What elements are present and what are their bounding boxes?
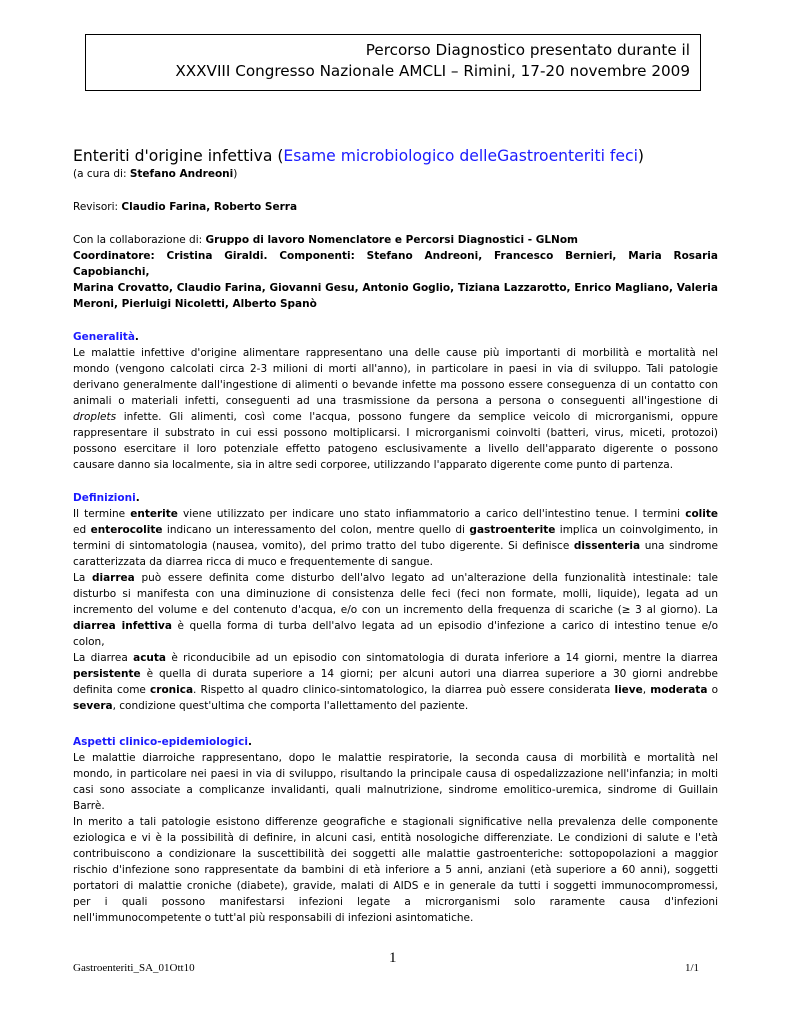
title-subtitle: Esame microbiologico delleGastroenteriti feci [283, 147, 638, 165]
collab-group: Gruppo di lavoro Nomenclatore e Percorsi Diagnostici - GLNom [205, 234, 578, 246]
aspetti-line-2: mondo, in particolare nei paesi in via di sviluppo, risultando la principale causa di ospedalizzazione nell'infanzia; in molti [73, 768, 718, 780]
generalita-line-5 [73, 409, 718, 425]
definizioni-line-7: incremento del volume e del contenuto d'acqua, e/o con un incremento della frequenza di scariche (≥ 3 al giorno). La [73, 604, 718, 616]
generalita-line-2: mondo (vengono calcolati circa 2-3 milioni di morti all'anno), in particolare in paesi in via di sviluppo. Tali patologie [73, 363, 718, 375]
droplets-term: droplets [73, 411, 117, 423]
term-diarrea: diarrea [91, 572, 135, 584]
term-persistente: persistente [73, 668, 141, 680]
reviewers-prefix: Revisori: [73, 201, 122, 213]
term-severa: severa [73, 700, 113, 712]
aspetti-line-9: portatori di malattie croniche (diabete), gravide, malati di AIDS e in generale da tutti i soggetti immunocompromessi, [73, 880, 718, 892]
title-close: ) [637, 147, 644, 165]
reviewers-line [73, 199, 718, 215]
reviewers-names: Claudio Farina, Roberto Serra [121, 201, 298, 213]
definizioni-line-11 [73, 666, 718, 682]
section-generalita [73, 329, 718, 473]
collab-line-0 [73, 232, 718, 248]
generalita-line-1: Le malattie infettive d'origine alimentare rappresentano una delle cause più importanti di morbilità e mortalità nel [73, 347, 718, 359]
generalita-line-5-rest: infette. Gli alimenti, così come l'acqua, possono fungere da semplice veicolo di microrganismi, oppure [116, 411, 718, 423]
collab-line-3: Meroni, Pierluigi Nicoletti, Alberto Spanò [73, 298, 317, 310]
curator-name: Stefano Andreoni [129, 168, 234, 180]
term-gastroenterite: gastroenterite [469, 524, 556, 536]
term-cronica: cronica [150, 684, 194, 696]
collab-prefix: Con la collaborazione di: [73, 234, 206, 246]
generalita-line-6: rappresentare il substrato in cui essi possono moltiplicarsi. I microrganismi coinvolti (batteri, virus, miceti, protozoi) [73, 427, 718, 439]
aspetti-heading [73, 734, 718, 750]
definizioni-heading [73, 490, 718, 506]
definizioni-line-9: colon, [73, 636, 105, 648]
definizioni-line-12 [73, 682, 718, 698]
def-l11b: è quella di durata superiore a 14 giorni; per alcuni autori una diarrea superiore a 30 giorni andrebbe [140, 668, 718, 680]
generalita-heading-dot: . [134, 331, 139, 343]
definizioni-line-4: caratterizzata da diarrea ricca di muco e frequentemente di sangue. [73, 556, 433, 568]
definizioni-line-1 [73, 506, 718, 522]
collab-line-1: Coordinatore: Cristina Giraldi. Componenti: Stefano Andreoni, Francesco Bernieri, Maria Rosaria Capobianchi, [73, 250, 718, 278]
curator-suffix: ) [233, 168, 238, 180]
def-l12c: . Rispetto al quadro clinico-sintomatologico, la diarrea può essere considerata [193, 684, 615, 696]
term-enterite: enterite [130, 508, 178, 520]
section-aspetti [73, 734, 718, 926]
def-l10a: La diarrea [73, 652, 134, 664]
footer-filename: Gastroenteriti_SA_01Ott10 [73, 962, 195, 974]
def-l3c: una sindrome [640, 540, 718, 552]
aspetti-heading-dot: . [247, 736, 252, 748]
header-box [85, 34, 701, 91]
def-l2a: ed [73, 524, 91, 536]
collab-line-2: Marina Crovatto, Claudio Farina, Giovanni Gesu, Antonio Goglio, Tiziana Lazzarotto, Enrico Magliano, Valeria [73, 282, 718, 294]
def-l5a: La [73, 572, 92, 584]
curator-line [73, 166, 718, 182]
term-enterocolite: enterocolite [90, 524, 163, 536]
term-acuta: acuta [133, 652, 167, 664]
aspetti-line-4: Barrè. [73, 800, 105, 812]
aspetti-line-6: eziologica e vi è la possibilità di definire, in alcuni casi, entità nosologiche differenziate. Le condizioni di salute e l'età [73, 832, 718, 844]
aspetti-line-3: casi sono associate a complicanze invalidanti, quali malnutrizione, sindrome emolitico-uremica, sindrome di Guillain [73, 784, 718, 796]
generalita-heading [73, 329, 718, 345]
def-l2e: implica un coinvolgimento, in [555, 524, 718, 536]
def-l1c: viene utilizzato per indicare uno stato infiammatorio a carico dell'intestino tenue. I termini [177, 508, 686, 520]
footer-page-count: 1/1 [684, 962, 699, 974]
term-moderata: moderata [650, 684, 708, 696]
def-l2c: indicano un interessamento del colon, mentre quello di [162, 524, 470, 536]
definizioni-heading-text: Definizioni [73, 492, 136, 504]
definizioni-heading-dot: . [135, 492, 140, 504]
collaboration-block [73, 232, 718, 312]
aspetti-line-7: contribuiscono a condizionare la suscettibilità dei soggetti alle malattie gastroenteriche: sottopopolazioni a maggior [73, 848, 718, 860]
aspetti-line-10: per i quali possono manifestarsi infezioni legate a microrganismi solo raramente causa d'infezioni [73, 896, 718, 908]
aspetti-line-5: In merito a tali patologie esistono differenze geografiche e stagionali significative nella prevalenza delle componente [73, 816, 718, 828]
document-title [73, 146, 733, 166]
def-l3a: termini di sintomatologia (nausea, vomito), del primo tratto del tubo digerente. Si definisce [73, 540, 574, 552]
def-l8b: è quella forma di turba dell'alvo legata ad un episodio d'infezione a carico di intestino tenue e/o [171, 620, 718, 632]
def-l12g: o [707, 684, 718, 696]
term-lieve: lieve [614, 684, 643, 696]
def-l5c: può essere definita come disturbo dell'alvo legato ad un'alterazione della funzionalità intestinale: tale [134, 572, 718, 584]
def-l10c: è riconducibile ad un episodio con sintomatologia di durata inferiore a 14 giorni, mentre la diarrea [166, 652, 718, 664]
term-dissenteria: dissenteria [573, 540, 641, 552]
definizioni-line-2 [73, 522, 718, 538]
header-line-1: Percorso Diagnostico presentato durante il [365, 41, 690, 59]
definizioni-line-13 [73, 698, 718, 714]
generalita-heading-text: Generalità [73, 331, 135, 343]
curator-prefix: (a cura di: [73, 168, 130, 180]
definizioni-line-3 [73, 538, 718, 554]
def-l13b: , condizione quest'ultima che comporta l'allettamento del paziente. [112, 700, 469, 712]
def-l12a: definita come [73, 684, 151, 696]
definizioni-line-8 [73, 618, 718, 634]
aspetti-line-8: rischio d'infezione sono rappresentate da bambini di età inferiore a 5 anni, anziani (età superiore a 60 anni), soggetti [73, 864, 718, 876]
generalita-line-7: possono esercitare il loro potenziale effetto patogeno esclusivamente a livello dell'apparato digerente o possono [73, 443, 718, 455]
generalita-line-3: derivano generalmente dall'ingestione di alimenti o bevande infette ma possono essere conseguenza di un contatto con [73, 379, 718, 391]
title-main: Enteriti d'origine infettiva ( [73, 147, 284, 165]
generalita-line-4: animali o materiali infetti, conseguenti ad una trasmissione da persona a persona o conseguenti all'ingestione di [73, 395, 718, 407]
aspetti-line-11: nell'immunocompetente o tutt'al più responsabili di infezioni asintomatiche. [73, 912, 474, 924]
generalita-line-8: causare danno sia localmente, sia in altre sedi corporee, utilizzando l'apparato digerente come punto di partenza. [73, 459, 674, 471]
definizioni-line-10 [73, 650, 718, 666]
term-colite: colite [685, 508, 718, 520]
page-number: 1 [389, 950, 397, 966]
aspetti-line-1: Le malattie diarroiche rappresentano, dopo le malattie respiratorie, la seconda causa di morbilità e mortalità nel [73, 752, 718, 764]
definizioni-line-5 [73, 570, 718, 586]
section-definizioni [73, 490, 718, 714]
aspetti-heading-text: Aspetti clinico-epidemiologici [73, 736, 248, 748]
def-l1a: Il termine [73, 508, 131, 520]
definizioni-line-6: disturbo si manifesta con una diminuzione di consistenza delle feci (feci non formate, molli, liquide), legata ad un [73, 588, 718, 600]
term-diarrea-infettiva: diarrea infettiva [73, 620, 172, 632]
header-line-2: XXXVIII Congresso Nazionale AMCLI – Rimini, 17-20 novembre 2009 [175, 62, 690, 80]
def-l12e: , [642, 684, 651, 696]
